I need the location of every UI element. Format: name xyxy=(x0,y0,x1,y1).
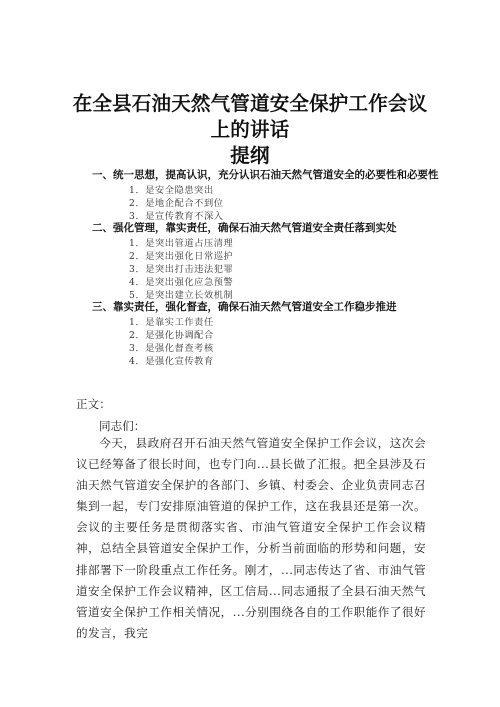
outline-heading-1: 一、统一思想，提高认识，充分认识石油天然气管道安全的必要性和必要性 xyxy=(92,169,439,181)
doc-title-line-1: 在全县石油天然气管道安全保护工作会议 xyxy=(72,92,428,115)
doc-title-outline: 提纲 xyxy=(230,144,270,167)
outline-item: 3．是宣传教育不深入 xyxy=(129,211,224,222)
outline-item: 5．是突出建立长效机制 xyxy=(129,290,234,301)
outline-item: 4．是突出强化应急预警 xyxy=(129,277,234,288)
outline-item: 2．是地企配合不到位 xyxy=(129,198,224,209)
outline-item: 3．是突出打击违法犯罪 xyxy=(129,264,234,275)
outline-heading-3: 三、靠实责任，强化督查，确保石油天然气管道安全工作稳步推进 xyxy=(92,301,397,313)
outline-item: 4．是强化宣传教育 xyxy=(129,356,214,367)
body-label: 正文： xyxy=(76,397,111,411)
salutation: 同志们： xyxy=(99,419,146,433)
outline-item: 2．是突出强化日常巡护 xyxy=(129,251,234,262)
outline-heading-2: 二、强化管理，靠实责任，确保石油天然气管道安全责任落到实处 xyxy=(92,222,397,234)
outline-item: 1．是安全隐患突出 xyxy=(129,185,214,196)
body-paragraph: 今天，县政府召开石油天然气管道安全保护工作会议，这次会议已经筹备了很长时间，也专门向...县长做了汇报。把全县涉及石油天然气管道安全保护的各部门、乡镇、村委会、企业负责同志召集到一起，专门安排原油管道的保护工作，这在我县还是第一次。会议的主要任务是贯彻落实省、市油气管道安全保护工作会议精神，总结全县管道安全保护工作，分析当前面临的形势和问题，安排部署下一阶段重点工作任务。刚才，...同志传达了省、市油气管道安全保护工作会议精神，区工信局...同志通报了全县石油天然气管道安全保护工作相关情况，...分别围绕各自的工作职能作了很好的发言，我完 xyxy=(76,436,426,640)
outline-item: 1．是突出管道占压清理 xyxy=(129,238,234,249)
doc-title-line-2: 上的讲话 xyxy=(210,118,290,141)
outline-item: 2．是强化协调配合 xyxy=(129,330,214,341)
outline-item: 1．是靠实工作责任 xyxy=(129,317,214,328)
outline-item: 3．是强化督查考核 xyxy=(129,343,214,354)
